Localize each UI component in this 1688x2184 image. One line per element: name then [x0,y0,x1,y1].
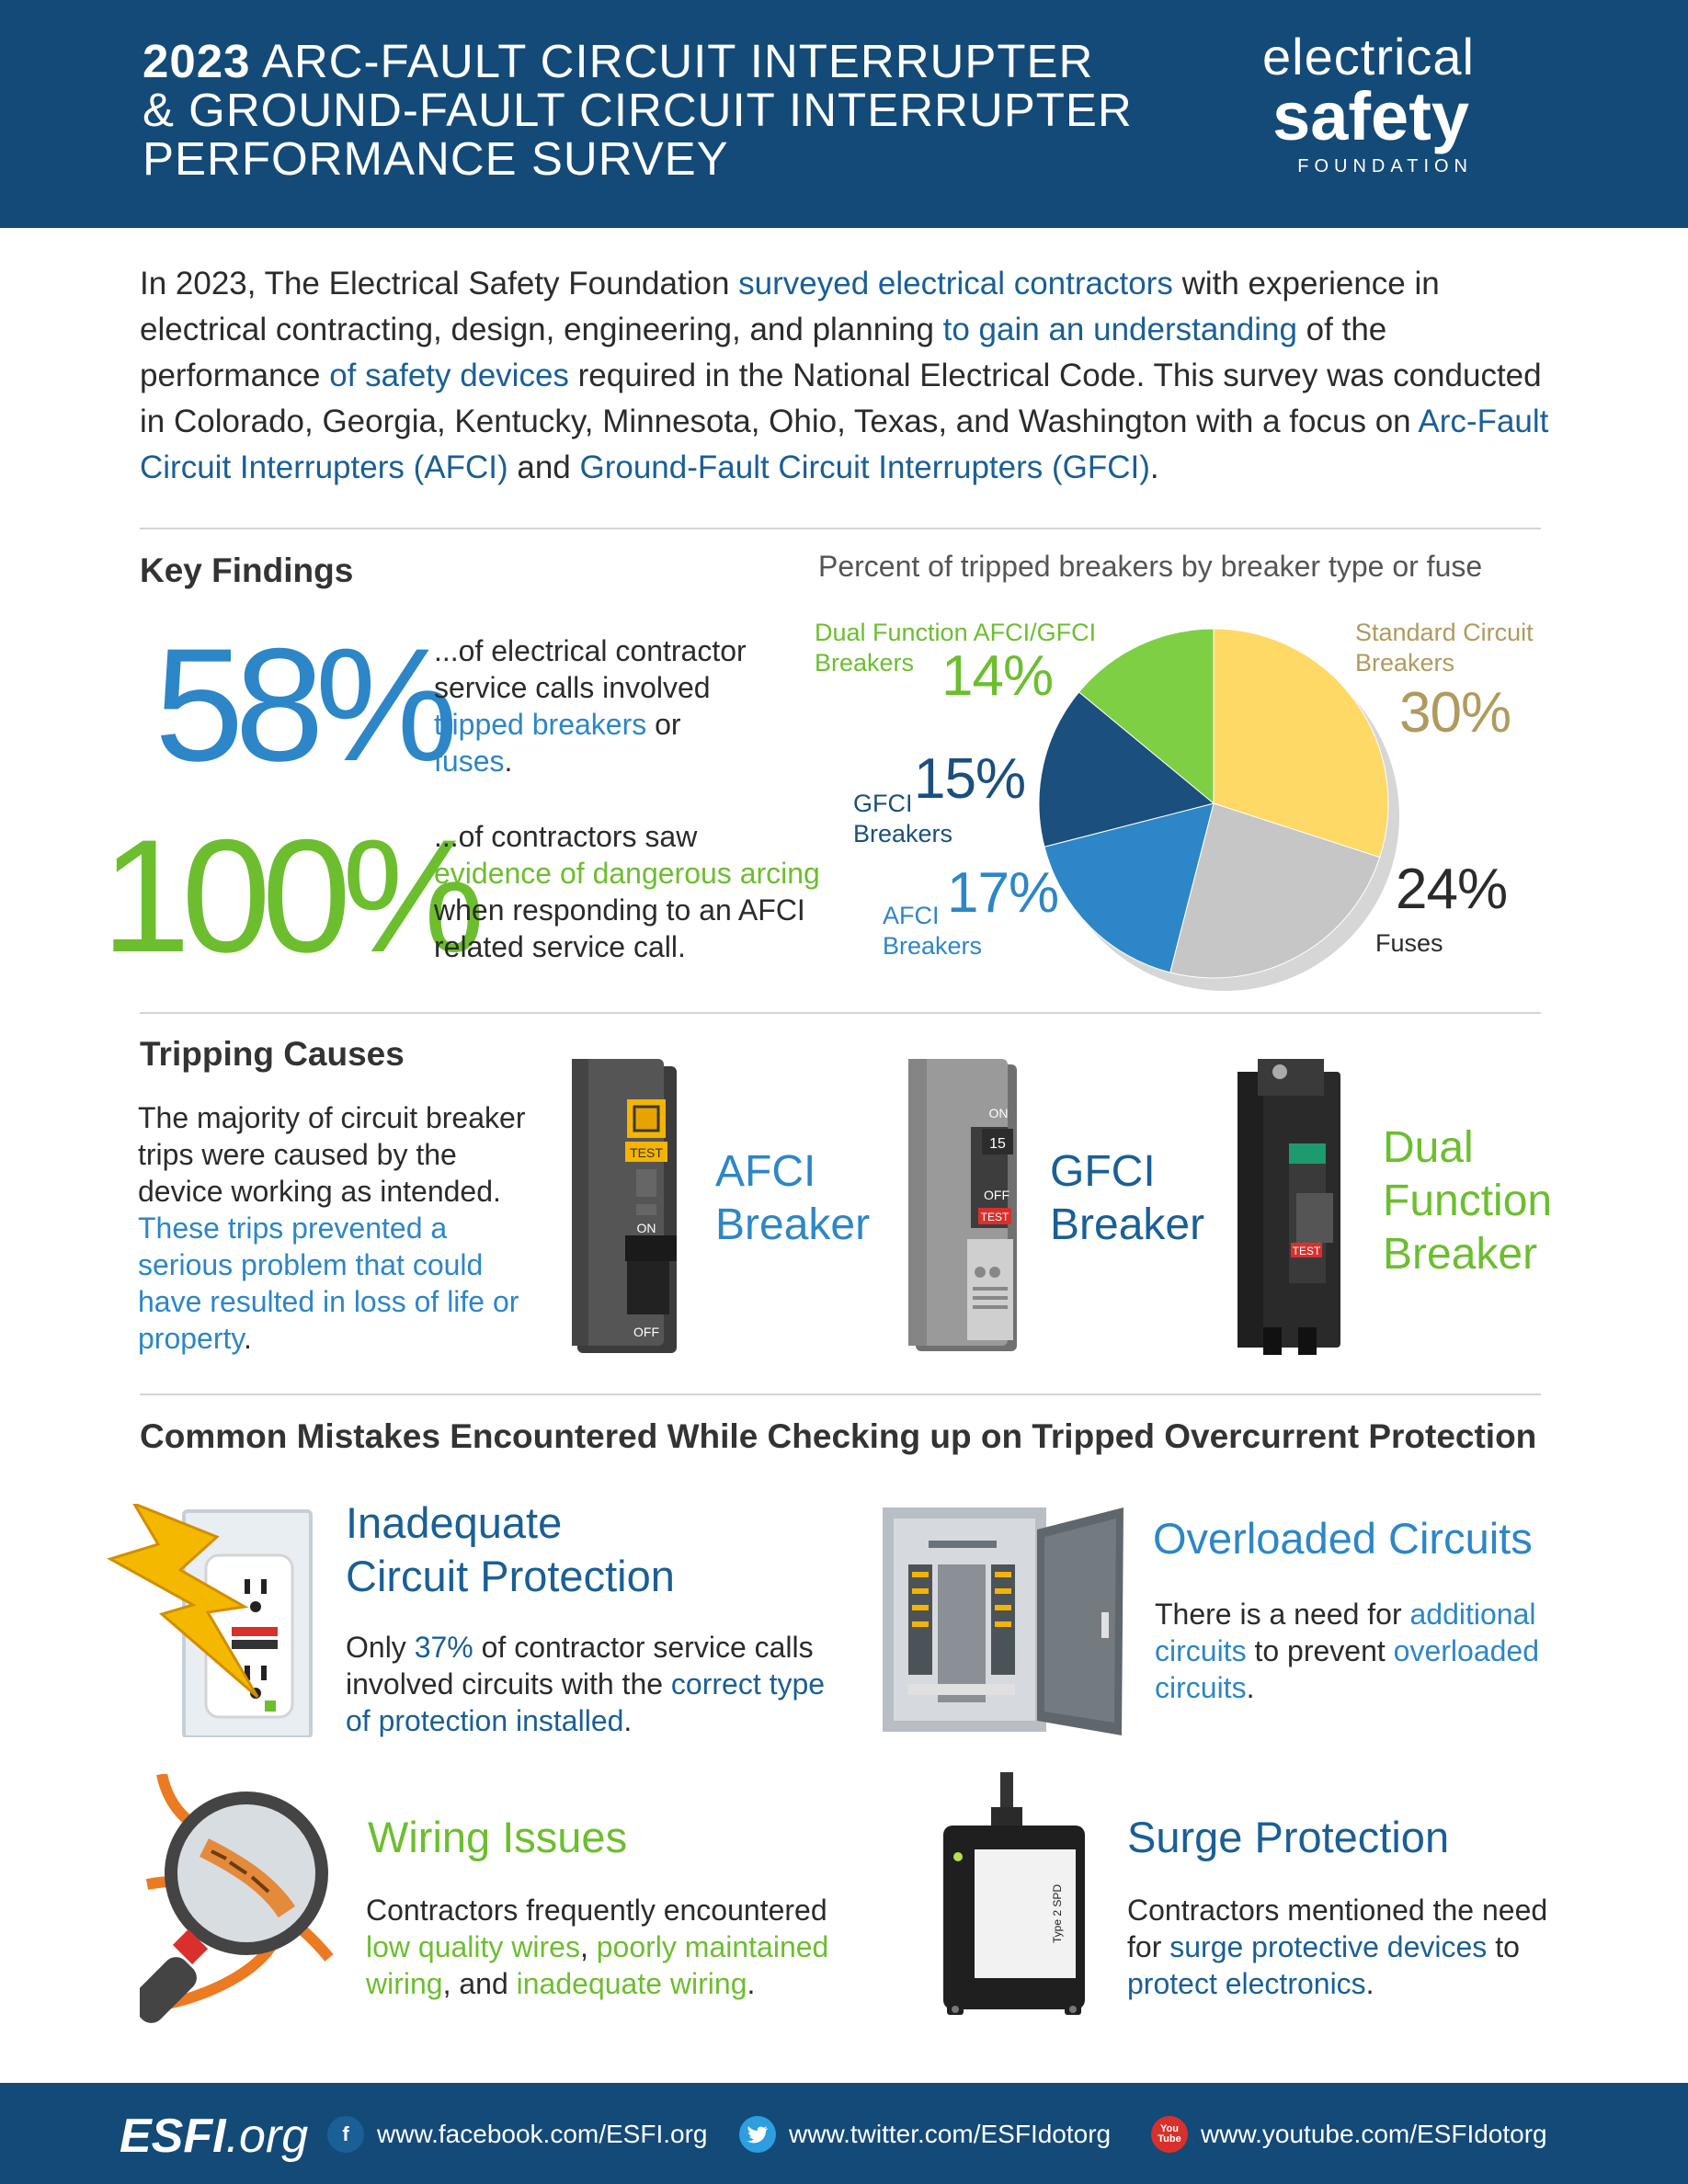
mist-text: There is a need for [1155,1598,1410,1631]
stat-highlight: fuses [434,745,505,778]
stat-58-description [434,632,747,779]
youtube-url: www.youtube.com/ESFIdotorg [1201,2120,1547,2148]
tripping-description [138,1099,542,1357]
slice-label-line: Dual Function AFCI/GFCI [815,619,1097,646]
spd-label-text: Type 2 SPD [1051,1883,1064,1944]
slice-value-gfci: 15% [914,747,1026,811]
gfci-off-text: OFF [984,1188,1009,1202]
magnifier-wire-icon [140,1774,336,2031]
intro-text: In 2023, The Electrical Safety Foundation [140,266,739,301]
outlet-lightning-icon [107,1504,314,1737]
mist-highlight: poorly maintained wiring [366,1930,829,2000]
slice-label-line: AFCI [883,902,940,929]
facebook-link[interactable] [327,2116,707,2153]
inadequate-protection-title [346,1496,675,1603]
afci-test-text: TEST [630,1145,663,1160]
dual-test-text: TEST [1292,1245,1321,1257]
mist-text: Contractors frequently encountered [366,1894,827,1927]
afci-breaker-icon [570,1055,690,1360]
afci-on-text: ON [636,1221,656,1235]
slice-label-line: Breakers [815,649,915,677]
footer-logo-rest: .org [225,2110,309,2163]
mist-highlight: low quality wires [366,1930,580,1963]
stat-100-description [434,818,820,965]
divider [140,528,1541,529]
divider [140,1012,1541,1014]
stat-text: ...of electrical contractor service calls involved [434,634,747,704]
mist-text: Only [346,1631,415,1664]
stat-text: ...of contractors saw [434,820,698,853]
slice-label-fuses: Fuses [1375,929,1443,957]
mist-text: . [747,1967,756,2000]
chart-title: Percent of tripped breakers by breaker type or fuse [818,550,1483,583]
slice-label-line: Breakers [883,932,983,960]
trip-text: . [244,1322,252,1355]
slice-label-standard [1355,618,1534,678]
intro-highlight: of safety devices [329,358,569,393]
surge-protection-title: Surge Protection [1127,1813,1450,1861]
mist-text: , [579,1930,597,1963]
dual-function-breaker-icon [1236,1055,1348,1360]
intro-highlight: surveyed electrical contractors [738,266,1173,301]
logo-line2: safety [1272,78,1469,154]
intro-highlight: to gain an understanding [942,312,1297,347]
mist-text: of contractor service calls involved circuits with the [346,1631,814,1701]
facebook-url: www.facebook.com/ESFI.org [377,2120,708,2148]
mist-highlight: inadequate wiring [516,1967,747,2000]
intro-highlight: Ground-Fault Circuit Interrupters (GFCI) [579,449,1150,485]
intro-text: of the performance [140,312,1387,393]
mist-text: . [1365,1967,1374,2000]
title-line2: & GROUND-FAULT CIRCUIT INTERRUPTER [143,84,1133,136]
stat-text: . [504,745,513,778]
slice-value-afci: 17% [947,861,1059,925]
gfci-test-text: TEST [980,1211,1009,1223]
overloaded-circuits-title: Overloaded Circuits [1153,1514,1533,1563]
mist-text: Contractors mentioned the need for [1127,1894,1548,1963]
title-line: Inadequate [346,1498,563,1547]
surge-protection-text [1127,1892,1550,2002]
stat-100-percent: 100% [101,807,476,986]
label-line: AFCI [715,1147,816,1196]
stat-58-percent: 58% [154,616,450,795]
slice-label-line: GFCI [853,790,913,817]
mist-highlight: overloaded circuits [1155,1634,1539,1704]
common-mistakes-heading: Common Mistakes Encountered While Checking up on Tripped Overcurrent Protection [140,1417,1537,1455]
pie-slices [1039,629,1388,978]
electrical-panel-icon [881,1504,1125,1737]
overloaded-circuits-text [1155,1596,1578,1706]
twitter-link[interactable] [739,2116,1111,2153]
slice-value-fuses: 24% [1396,858,1508,921]
mist-text: , and [442,1967,517,2000]
twitter-icon [739,2116,776,2153]
title-line1: ARC-FAULT CIRCUIT INTERRUPTER [250,35,1094,87]
logo-line3: FOUNDATION [1297,156,1473,176]
dual-function-breaker-label [1383,1121,1552,1281]
divider [140,1393,1541,1395]
mist-highlight: surge protective devices [1169,1930,1488,1963]
esf-logo [1236,29,1475,177]
mist-highlight: 37% [414,1631,473,1664]
stat-highlight: tripped breakers [434,708,647,741]
afci-off-text: OFF [633,1325,659,1339]
footer-logo-bold: ESFI [120,2110,226,2163]
intro-paragraph [140,261,1556,491]
gfci-breaker-icon [907,1055,1028,1360]
title-line3: PERFORMANCE SURVEY [143,132,729,185]
youtube-link[interactable] [1151,2116,1547,2153]
logo-line1: electrical [1262,28,1475,85]
wiring-issues-text [366,1892,862,2002]
header-banner [0,0,1688,228]
slice-value-dual: 14% [941,644,1054,708]
wiring-issues-title: Wiring Issues [368,1813,628,1861]
key-findings-heading: Key Findings [140,552,354,589]
trip-highlight: These trips prevented a serious problem that could have resulted in loss of life or property [138,1211,519,1355]
mist-highlight: protect electronics [1127,1967,1366,2000]
trip-text: The majority of circuit breaker trips were caused by the device working as intended. [138,1101,526,1208]
label-line: Function [1383,1177,1553,1225]
mist-text: to prevent [1246,1634,1394,1667]
slice-label-line: Standard Circuit [1355,619,1534,646]
footer-logo[interactable] [120,2109,308,2164]
footer-bar [0,2083,1688,2184]
stat-text: when responding to an AFCI related service call. [434,893,805,963]
mist-highlight: additional circuits [1155,1598,1536,1667]
slice-label-line: Breakers [1355,649,1455,677]
stat-text: or [646,708,681,741]
afci-breaker-label [715,1145,870,1252]
label-line: Breaker [715,1200,871,1249]
label-line: GFCI [1050,1147,1156,1196]
tripping-causes-heading: Tripping Causes [140,1035,405,1073]
gfci-breaker-label [1050,1145,1204,1252]
intro-text: with experience in electrical contracting, design, engineering, and planning [140,266,1440,347]
label-line: Breaker [1050,1200,1205,1249]
label-line: Dual [1383,1123,1474,1172]
title-year: 2023 [143,35,251,87]
mist-text: to [1487,1930,1520,1963]
slice-value-standard: 30% [1399,681,1511,745]
inadequate-protection-text [346,1629,842,1739]
page-title [143,37,1154,183]
slice-label-line: Breakers [853,820,953,847]
twitter-url: www.twitter.com/ESFIdotorg [789,2120,1112,2148]
facebook-icon: f [327,2116,364,2153]
intro-text: and [508,449,580,485]
label-line: Breaker [1383,1230,1538,1279]
intro-text: . [1149,449,1159,485]
gfci-on-text: ON [988,1106,1009,1120]
intro-highlight: Arc-Fault Circuit Interrupters (AFCI) [140,404,1549,485]
surge-protector-icon [941,1772,1087,2022]
stat-highlight: evidence of dangerous arcing [434,857,820,890]
intro-text: required in the National Electrical Code. This survey was conducted in Colorado, Georgia, Kentucky, Minnesota, Ohio, Texas, and Washington with a focus on [140,358,1542,439]
mist-text: . [623,1704,633,1737]
youtube-icon: You Tube [1151,2116,1188,2153]
gfci-rating-text: 15 [989,1136,1006,1152]
mist-highlight: correct type of protection installed [346,1667,826,1737]
mist-text: . [1246,1671,1255,1704]
title-line: Circuit Protection [346,1552,675,1600]
